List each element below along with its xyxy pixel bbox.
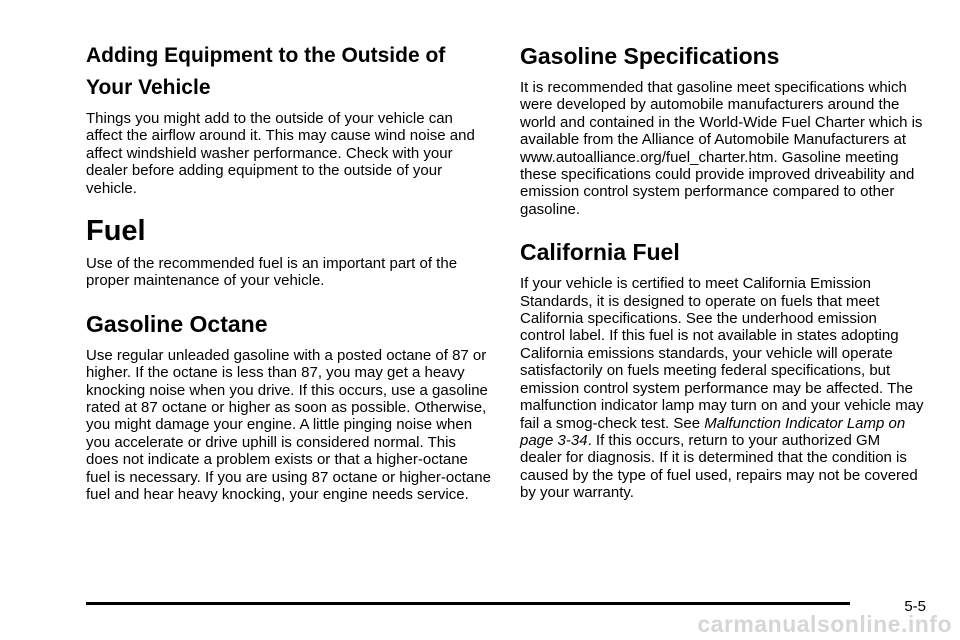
page-number: 5-5 [904, 598, 926, 615]
california-fuel-paragraph [520, 275, 926, 501]
gasoline-specifications-heading: Gasoline Specifications [520, 43, 780, 69]
gasoline-octane-heading: Gasoline Octane [86, 310, 268, 337]
adding-equipment-paragraph: Things you might add to the outside of your vehicle can affect the airflow around it. This may cause wind noise and affect windshield washer performance. Check with your dealer before adding equipment to the outside of your vehicle. [86, 110, 475, 197]
footer-rule [86, 602, 850, 605]
california-fuel-text-1: If your vehicle is certified to meet California Emission Standards, it is designed to operate on fuels that meet California specifications. See the underhood emission control label. If this fuel is not available in states adopting California emissions standards, your vehicle will operate satisfactorily on fuels meeting federal specifications, but emission control system performance may be affected. The malfunction indicator lamp may turn on and your vehicle may fail a smog-check test. See [520, 275, 924, 432]
watermark-text: carmanualsonline.info [697, 611, 952, 637]
fuel-heading: Fuel [86, 215, 146, 248]
california-fuel-text-2: . If this occurs, return to your authorized GM dealer for diagnosis. If it is determined that the condition is caused by the type of fuel used, repairs may not be covered by your warranty. [520, 431, 918, 502]
malfunction-indicator-reference-link[interactable]: Malfunction Indicator Lamp on page 3-34 [520, 414, 906, 449]
left-column [86, 40, 492, 504]
gasoline-specifications-paragraph: It is recommended that gasoline meet specifications which were developed by automobile manufacturers around the world and contained in the World-Wide Fuel Charter which is available from the Alliance of Automobile Manufacturers at www.autoalliance.org/fuel_charter.htm. Gasoline meeting these specifications could provide improved driveability and emission control system performance compared to other gasoline. [520, 79, 923, 218]
gasoline-octane-paragraph: Use regular unleaded gasoline with a posted octane of 87 or higher. If the octane is less than 87, you may get a heavy knocking noise when you drive. If this occurs, use a gasoline rated at 87 octane or higher as soon as possible. Otherwise, you might damage your engine. A little pinging noise when you accelerate or drive uphill is considered normal. This does not indicate a problem exists or that a higher-octane fuel is necessary. If you are using 87 octane or higher-octane fuel and hear heavy knocking, your engine needs service. [86, 346, 491, 504]
right-column [520, 40, 926, 502]
california-fuel-heading: California Fuel [520, 239, 680, 266]
fuel-paragraph: Use of the recommended fuel is an important part of the proper maintenance of your vehicle. [86, 255, 458, 290]
adding-equipment-heading: Adding Equipment to the Outside of Your Vehicle [86, 44, 446, 99]
